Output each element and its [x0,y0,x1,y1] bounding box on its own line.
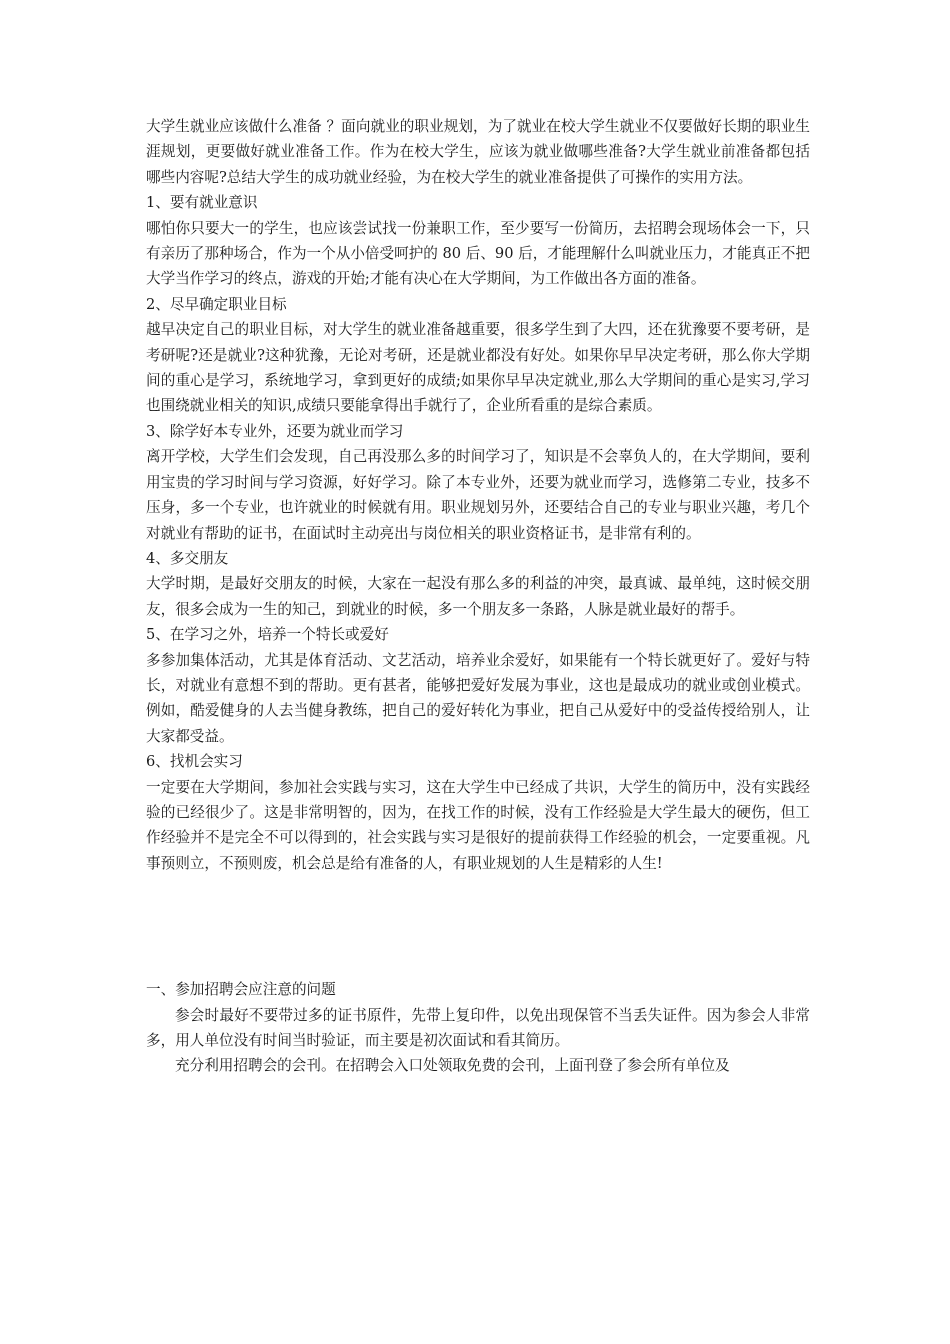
section-3 [146,419,810,546]
part2-section [146,977,810,1079]
part2-paragraph: 参会时最好不要带过多的证书原件，先带上复印件，以免出现保管不当丢失证件。因为参会人非常多，用人单位没有时间当时验证，而主要是初次面试和看其简历。 [146,1006,810,1049]
section-body: 越早决定自己的职业目标，对大学生的就业准备越重要，很多学生到了大四，还在犹豫要不要考研，是考研呢?还是就业?这种犹豫，无论对考研，还是就业都没有好处。如果你早早决定考研，那么你大学期间的重心是学习，系统地学习，拿到更好的成绩;如果你早早决定就业,那么大学期间的重心是实习,学习也围绕就业相关的知识,成绩只要能拿得出手就行了，企业所看重的是综合素质。 [146,321,810,415]
section-2 [146,292,810,419]
section-heading: 4、多交朋友 [146,549,229,567]
blank-gap [146,876,810,977]
section-6 [146,749,810,876]
section-body: 离开学校，大学生们会发现，自己再没那么多的时间学习了，知识是不会辜负人的，在大学期间，要利用宝贵的学习时间与学习资源，好好学习。除了本专业外，还要为就业而学习，选修第二专业，技多不压身，多一个专业，也许就业的时候就有用。职业规划另外，还要结合自己的专业与职业兴趣，考几个对就业有帮助的证书，在面试时主动亮出与岗位相关的职业资格证书，是非常有利的。 [146,448,810,542]
section-heading: 3、除学好本专业外，还要为就业而学习 [146,422,404,440]
part2-paragraph: 充分利用招聘会的会刊。在招聘会入口处领取免费的会刊，上面刊登了参会所有单位及 [175,1057,730,1075]
section-heading: 5、在学习之外，培养一个特长或爱好 [146,626,389,644]
section-body: 一定要在大学期间，参加社会实践与实习，这在大学生中已经成了共识，大学生的简历中，没有实践经验的已经很少了。这是非常明智的，因为，在找工作的时候，没有工作经验是大学生最大的硬伤，但工作经验并不是完全不可以得到的，社会实践与实习是很好的提前获得工作经验的机会，一定要重视。凡事预则立，不预则废，机会总是给有准备的人，有职业规划的人生是精彩的人生! [146,778,810,872]
section-body: 大学时期，是最好交朋友的时候，大家在一起没有那么多的利益的冲突，最真诚、最单纯，这时候交朋友，很多会成为一生的知己，到就业的时候，多一个朋友多一条路，人脉是就业最好的帮手。 [146,575,810,618]
section-body: 多参加集体活动，尤其是体育活动、文艺活动，培养业余爱好，如果能有一个特长就更好了。爱好与特长，对就业有意想不到的帮助。更有甚者，能够把爱好发展为事业，这也是最成功的就业或创业模式。例如，酷爱健身的人去当健身教练，把自己的爱好转化为事业，把自己从爱好中的受益传授给别人，让大家都受益。 [146,651,810,745]
part2-heading: 一、参加招聘会应注意的问题 [146,981,336,999]
section-1 [146,190,810,292]
section-heading: 1、要有就业意识 [146,194,258,212]
section-heading: 6、找机会实习 [146,753,243,771]
document-page [146,114,810,1079]
intro-paragraph: 大学生就业应该做什么准备 ？面向就业的职业规划，为了就业在校大学生就业不仅要做好长期的职业生涯规划，更要做好就业准备工作。作为在校大学生，应该为就业做哪些准备?大学生就业前准备都包括哪些内容呢?总结大学生的成功就业经验，为在校大学生的就业准备提供了可操作的实用方法。 [146,118,810,186]
section-4 [146,546,810,622]
section-heading: 2、尽早确定职业目标 [146,295,287,313]
section-5 [146,622,810,749]
section-body: 哪怕你只要大一的学生，也应该尝试找一份兼职工作，至少要写一份简历，去招聘会现场体会一下，只有亲历了那种场合，作为一个从小倍受呵护的 80 后、90 后，才能理解什么叫就业压力，才能真正不把大学当作学习的终点，游戏的开始;才能有决心在大学期间，为工作做出各方面的准备。 [146,219,810,288]
